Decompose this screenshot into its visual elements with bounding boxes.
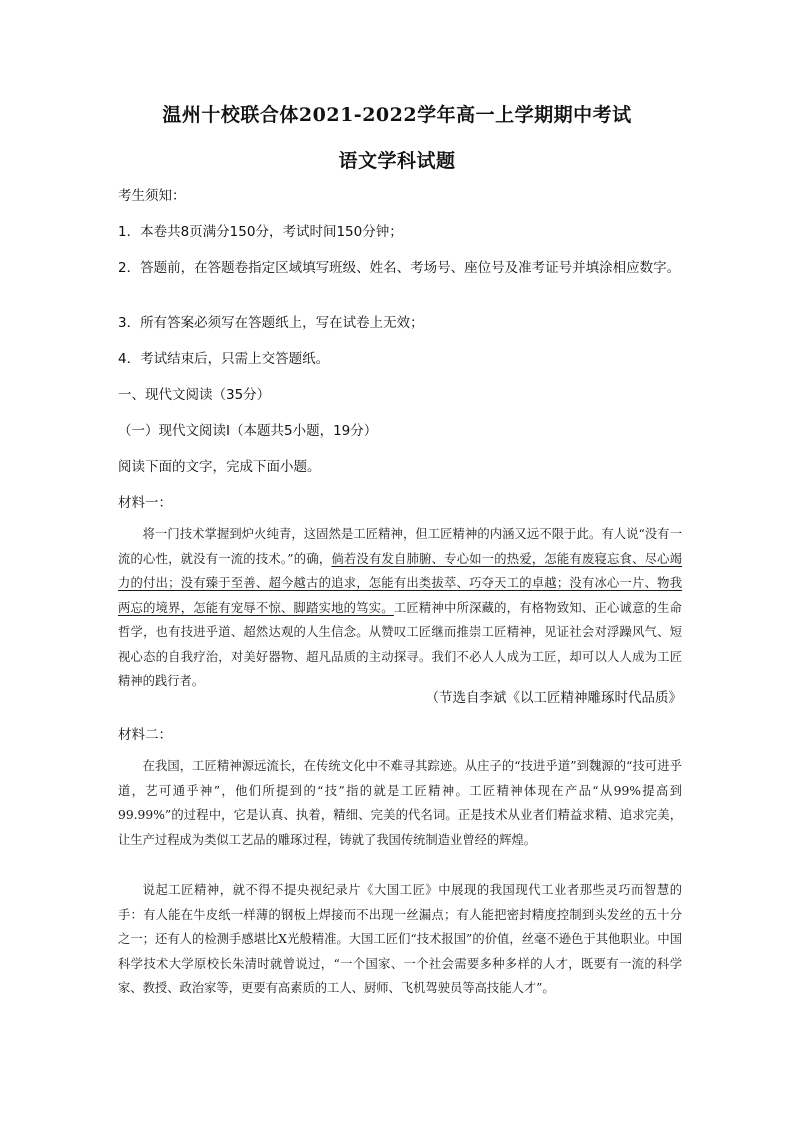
section-heading: 一、现代文阅读（35分） bbox=[118, 387, 271, 403]
material-2-label: 材料二： bbox=[118, 727, 172, 743]
exam-subtitle: 语文学科试题 bbox=[338, 150, 456, 172]
material-1-text-start: 将一门技术掌握到炉火纯青，这固然是工匠精神，但工匠精神的内涵又远不限于此。有人说“没有一流的心性，就没有一流的技术。”的确， bbox=[118, 527, 682, 566]
reading-instruction: 阅读下面的文字，完成下面小题。 bbox=[118, 459, 321, 475]
notice-item-4: 4．考试结束后，只需上交答题纸。 bbox=[118, 351, 330, 367]
exam-title: 温州十校联合体2021-2022学年高一上学期期中考试 bbox=[162, 104, 632, 126]
material-2-paragraph-2: 说起工匠精神，就不得不提央视纪录片《大国工匠》中展现的我国现代工业者那些灵巧而智慧的手：有人能在牛皮纸一样薄的钢板上焊接而不出现一丝漏点；有人能把密封精度控制到头发丝的五十分之一；还有人的检测手感堪比X光般精准。大国工匠们“技术报国”的价值，丝毫不逊色于其他职业。中国科学技术大学原校长朱清时就曾说过，“一个国家、一个社会需要多种多样的人才，既要有一流的科学家、教授、政治家等，更要有高素质的工人、厨师、飞机驾驶员等高技能人才”。 bbox=[118, 883, 682, 995]
notice-item-3: 3．所有答案必须写在答题纸上，写在试卷上无效； bbox=[118, 315, 424, 331]
material-2-paragraph-1: 在我国，工匠精神源远流长，在传统文化中不难寻其踪迹。从庄子的“技进乎道”到魏源的“技可进乎道，艺可通乎神”，他们所提到的“技”指的就是工匠精神。工匠精神体现在产品“从99%提高到99.99%”的过程中，它是认真、执着，精细、完美的代名词。正是技术从业者们精益求精、追求完美，让生产过程成为类似工艺品的雕琢过程，铸就了我国传统制造业曾经的辉煌。 bbox=[118, 759, 682, 847]
notice-item-1: 1．本卷共8页满分150分，考试时间150分钟； bbox=[118, 224, 403, 240]
notice-item-2: 2．答题前，在答题卷指定区域填写班级、姓名、考场号、座位号及准考证号并填涂相应数字。 bbox=[118, 260, 681, 276]
section-subheading: （一）现代文阅读Ⅰ（本题共5小题，19分） bbox=[118, 423, 378, 439]
material-1-label: 材料一： bbox=[118, 495, 172, 511]
material-1-text-end: 工匠精神中所深藏的，有格物致知、正心诚意的生命哲学，也有技进乎道、超然达观的人生信念。从赞叹工匠继而推崇工匠精神，见证社会对浮躁风气、短视心态的自我疗治，对美好器物、超凡品质的主动探寻。我们不必人人成为工匠，却可以人人成为工匠精神的践行者。 bbox=[118, 600, 682, 688]
notice-heading: 考生须知： bbox=[118, 188, 186, 204]
material-1-paragraph bbox=[118, 522, 682, 694]
material-1-source: （节选自李斌《以工匠精神雕琢时代品质》 bbox=[425, 690, 682, 706]
material-1-underlined-text: 倘若没有发自肺腑、专心如一的热爱，怎能有废寝忘食、尽心竭力的付出；没有臻于至善、超今越古的追求，怎能有出类拔萃、巧夺天工的卓越；没有冰心一片、物我两忘的境界，怎能有宠辱不惊、脚踏实地的笃实。 bbox=[118, 551, 682, 615]
